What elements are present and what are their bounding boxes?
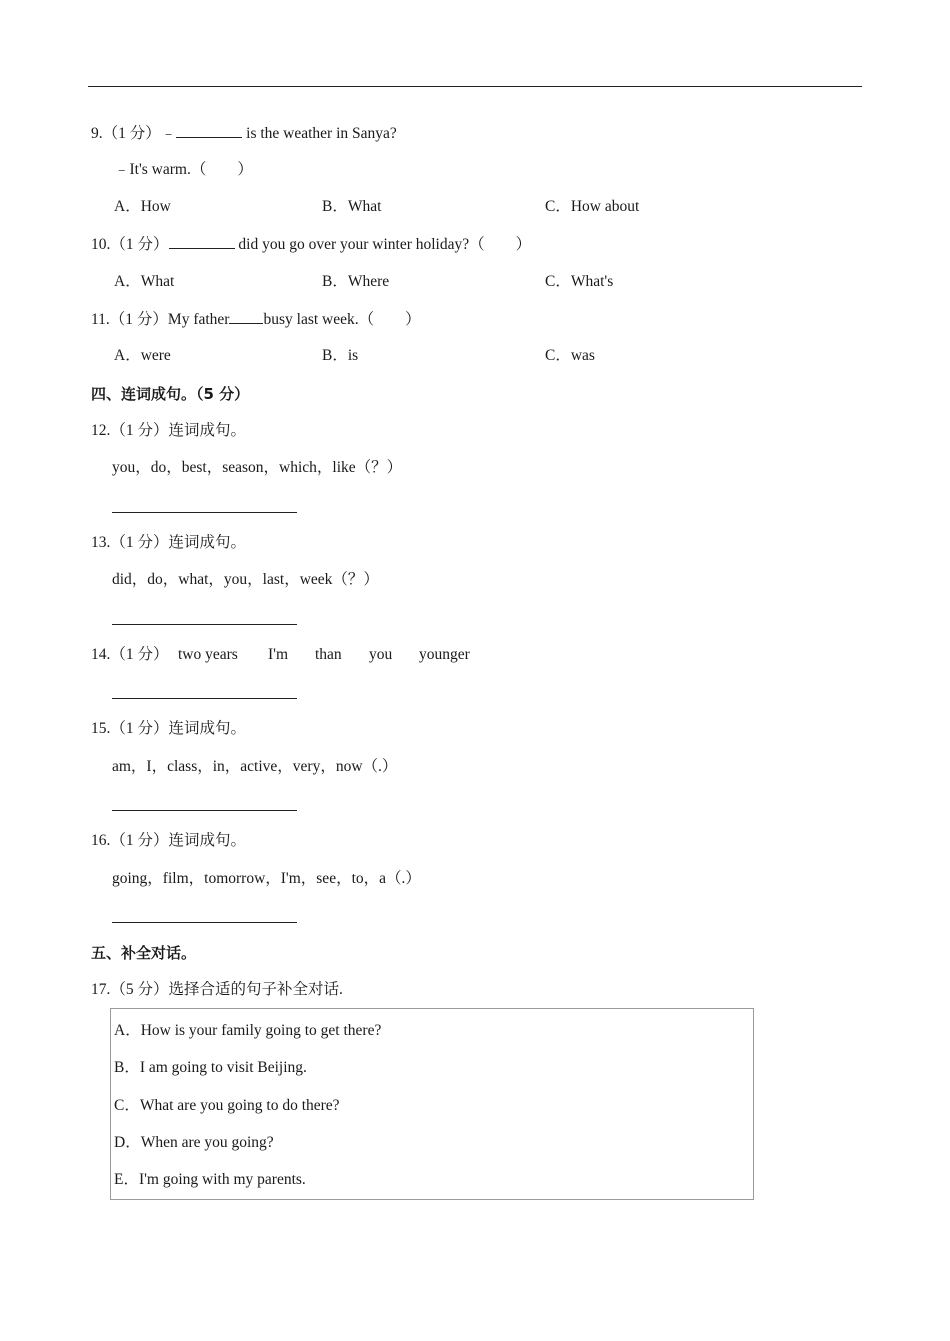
question-11-prefix: 11.（1 分）My father [91,311,230,328]
question-13-words: did，do，what，you，last，week（？） [112,571,379,588]
question-9-prefix: 9.（1 分）﹣ [91,125,177,142]
question-16-words: going，film，tomorrow，I'm，see，to，a（.） [112,870,421,887]
section-4-heading: 四、连词成句。（5 分） [91,385,250,403]
question-10-blank[interactable] [169,234,235,249]
question-9-blank[interactable] [176,123,242,138]
question-14-word-1: two years [178,646,238,663]
question-15-answer-line[interactable] [112,810,297,811]
question-10-suffix: did you go over your winter holiday?（ ） [234,236,532,253]
choice-d[interactable]: D．When are you going? [114,1134,274,1151]
question-9-option-a[interactable]: A．How [114,198,171,215]
choice-b[interactable]: B．I am going to visit Beijing. [114,1059,307,1076]
question-14-answer-line[interactable] [112,698,297,699]
question-14-word-4: you [369,646,393,663]
choice-e[interactable]: E．I'm going with my parents. [114,1171,306,1188]
choice-a[interactable]: A．How is your family going to get there? [114,1022,382,1039]
question-16-stem: 16.（1 分）连词成句。 [91,832,247,849]
question-9-option-c[interactable]: C．How about [545,198,640,215]
question-9-suffix: is the weather in Sanya? [242,125,397,142]
question-9-stem [91,123,397,144]
question-11-suffix: busy last week.（ ） [263,311,421,328]
question-16-answer-line[interactable] [112,922,297,923]
question-9-reply: ﹣It's warm.（ ） [114,161,253,178]
question-14-prefix: 14.（1 分） [91,646,169,663]
header-rule [88,86,862,87]
question-14-word-3: than [315,646,342,663]
section-5-heading: 五、补全对话。 [91,944,197,962]
question-10-option-a[interactable]: A．What [114,273,175,290]
question-15-stem: 15.（1 分）连词成句。 [91,720,247,737]
question-14-stem [91,645,169,665]
question-12-answer-line[interactable] [112,512,297,513]
question-11-option-b[interactable]: B．is [322,347,359,364]
question-17-stem: 17.（5 分）选择合适的句子补全对话. [91,981,343,998]
question-15-words: am，I，class，in，active，very，now（.） [112,758,398,775]
question-10-option-b[interactable]: B．Where [322,273,390,290]
question-10-option-c[interactable]: C．What's [545,273,614,290]
question-14-word-2: I'm [268,646,289,663]
question-10-stem [91,234,531,255]
question-10-prefix: 10.（1 分） [91,236,169,253]
choices-box [110,1008,754,1200]
question-14-word-5: younger [419,646,470,663]
question-11-blank[interactable] [229,309,263,324]
question-12-words: you，do，best，season，which，like（？） [112,459,403,476]
question-11-option-a[interactable]: A．were [114,347,171,364]
question-13-stem: 13.（1 分）连词成句。 [91,534,247,551]
question-11-option-c[interactable]: C．was [545,347,595,364]
question-11-stem [91,309,421,330]
choice-c[interactable]: C．What are you going to do there? [114,1097,340,1114]
question-12-stem: 12.（1 分）连词成句。 [91,422,247,439]
question-13-answer-line[interactable] [112,624,297,625]
question-9-option-b[interactable]: B．What [322,198,382,215]
